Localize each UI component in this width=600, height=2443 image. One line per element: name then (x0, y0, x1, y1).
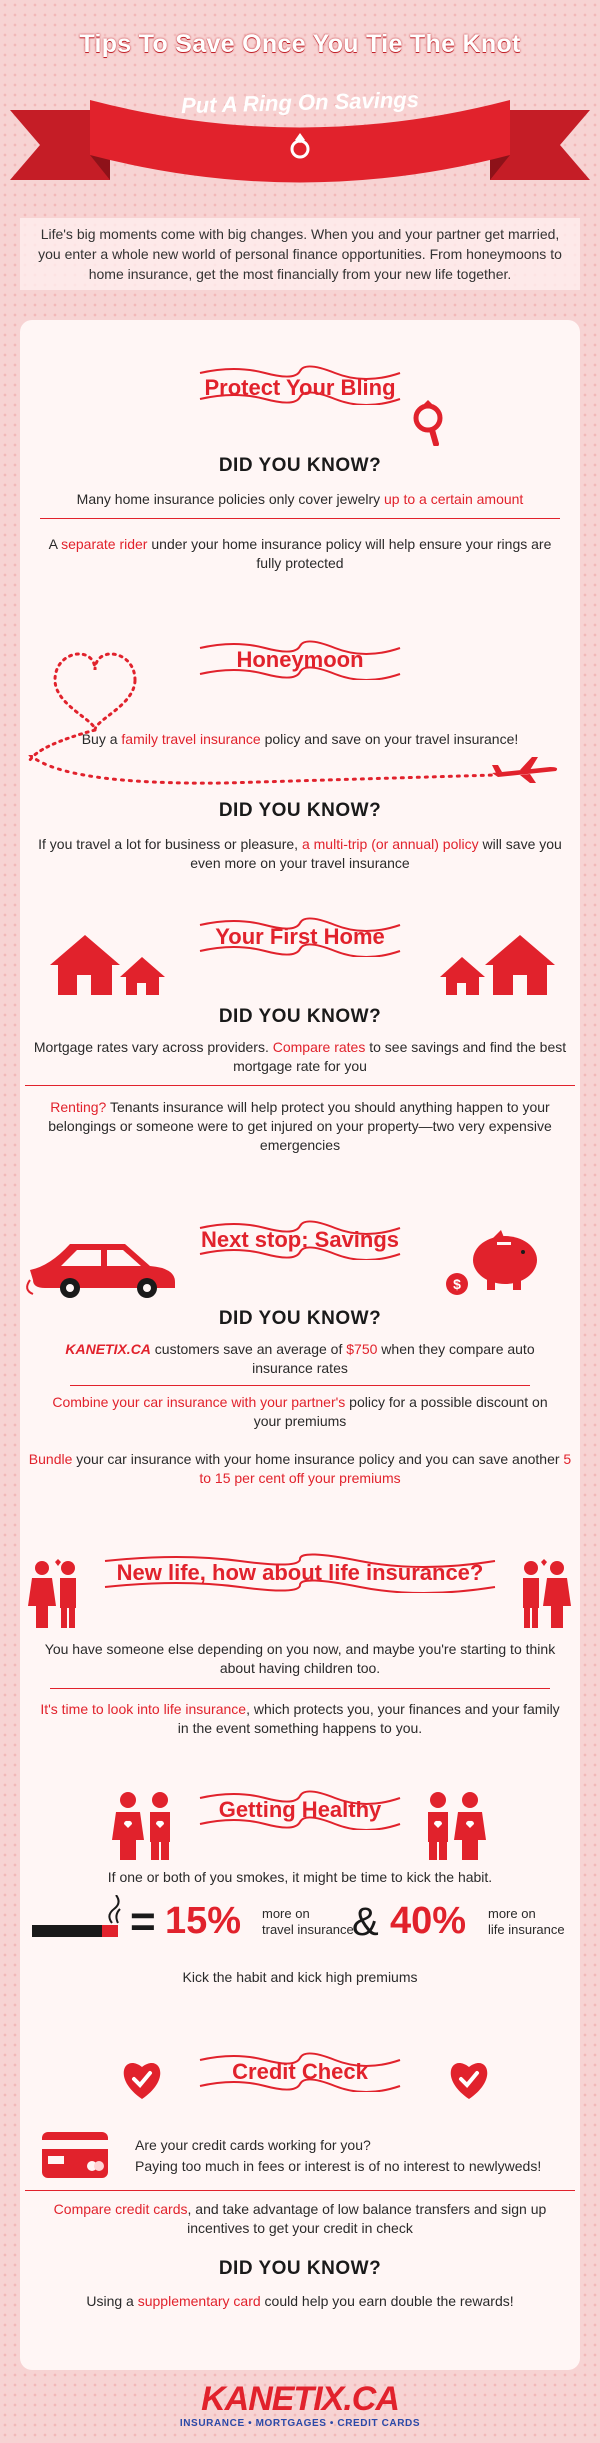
flight-path (25, 755, 565, 790)
page-title: Tips To Save Once You Tie The Knot (79, 30, 521, 58)
credit-tip-2: Using a supplementary card could help you earn double the rewards! (86, 2293, 514, 2309)
ribbon-label: Put A Ring On Savings (180, 86, 420, 119)
stat-40-note: more on life insurance (488, 1906, 565, 1937)
section-title-credit: Credit Check (232, 2059, 368, 2084)
stat-15-note: more on travel insurance (262, 1906, 354, 1937)
did-you-know-heading: DID YOU KNOW? (218, 1006, 382, 1027)
credit-tip-1: Compare credit cards, and take advantage of low balance transfers and sign up incentives to get your credit in check (53, 2201, 547, 2236)
divider-line (70, 1385, 530, 1386)
did-you-know-heading: DID YOU KNOW? (218, 1308, 382, 1329)
equals-sign: = (130, 1897, 156, 1946)
logo-tagline: INSURANCE • MORTGAGES • CREDIT CARDS (179, 2418, 421, 2429)
honeymoon-tip-2: If you travel a lot for business or pleasure, a multi-trip (or annual) policy will save you even more on your travel insurance (38, 836, 562, 871)
did-you-know-heading: DID YOU KNOW? (218, 455, 382, 476)
dollar-coin-icon (445, 1272, 469, 1296)
ampersand: & (352, 1900, 379, 1944)
stat-40-percent: 40% (390, 1900, 467, 1942)
kanetix-logo[interactable]: KANETIX.CA (201, 2380, 399, 2418)
divider-line (40, 518, 560, 519)
section-title-life: New life, how about life insurance? (116, 1560, 484, 1585)
section-title-honeymoon: Honeymoon (236, 647, 364, 672)
protect-tip-1: Many home insurance policies only cover jewelry up to a certain amount (76, 491, 524, 507)
stat-15-percent: 15% (165, 1900, 242, 1942)
savings-tip-1: KANETIX.CA customers save an average of $750 when they compare auto insurance rates (65, 1341, 535, 1376)
did-you-know-heading: DID YOU KNOW? (218, 800, 382, 821)
did-you-know-heading: DID YOU KNOW? (218, 2258, 382, 2279)
protect-tip-2: A separate rider under your home insurance policy will help ensure your rings are fully protected (48, 536, 552, 571)
divider-line (25, 1085, 575, 1086)
savings-tip-3: Bundle your car insurance with your home insurance policy and you can save another 5 to 15 per cent off your premiums (28, 1451, 572, 1486)
credit-card-icon (40, 2130, 110, 2180)
credit-questions: Are your credit cards working for you? Paying too much in fees or interest is of no interest to newlyweds! (135, 2137, 542, 2174)
svg-text:$: $ (453, 1276, 461, 1292)
home-tip-2: Renting? Tenants insurance will help protect you should anything happen to your belongings or someone were to get injured on your property—two very expensive emergencies (48, 1099, 552, 1153)
divider-line (50, 1688, 550, 1689)
honeymoon-tip-1: Buy a family travel insurance policy and save on your travel insurance! (81, 731, 519, 747)
savings-tip-2: Combine your car insurance with your partner's policy for a possible discount on your premiums (52, 1394, 548, 1429)
divider-line (25, 2190, 575, 2191)
ring-icon (285, 130, 315, 160)
airplane-icon (490, 755, 560, 785)
life-tip-1: You have someone else depending on you now, and maybe you're starting to think about having children too. (44, 1641, 556, 1676)
section-title-home: Your First Home (215, 924, 385, 949)
home-tip-1: Mortgage rates vary across providers. Compare rates to see savings and find the best mortgage rate for you (33, 1039, 567, 1074)
life-tip-2: It's time to look into life insurance, which protects you, your finances and your family in the event something happens to you. (40, 1701, 560, 1736)
magnifier-ring-icon (410, 400, 446, 446)
cigarette-icon (30, 1895, 125, 1945)
section-title-protect: Protect Your Bling (204, 375, 396, 400)
healthy-tip-1: If one or both of you smokes, it might be time to kick the habit. (107, 1869, 493, 1885)
section-title-healthy: Getting Healthy (218, 1797, 382, 1822)
section-title-savings: Next stop: Savings (200, 1227, 400, 1252)
intro-text: Life's big moments come with big changes. When you and your partner get married, you enter a whole new world of personal finance opportunities. From honeymoons to home insurance, get the most financially from your new life together. (20, 218, 580, 290)
healthy-tip-2: Kick the habit and kick high premiums (182, 1969, 418, 1985)
